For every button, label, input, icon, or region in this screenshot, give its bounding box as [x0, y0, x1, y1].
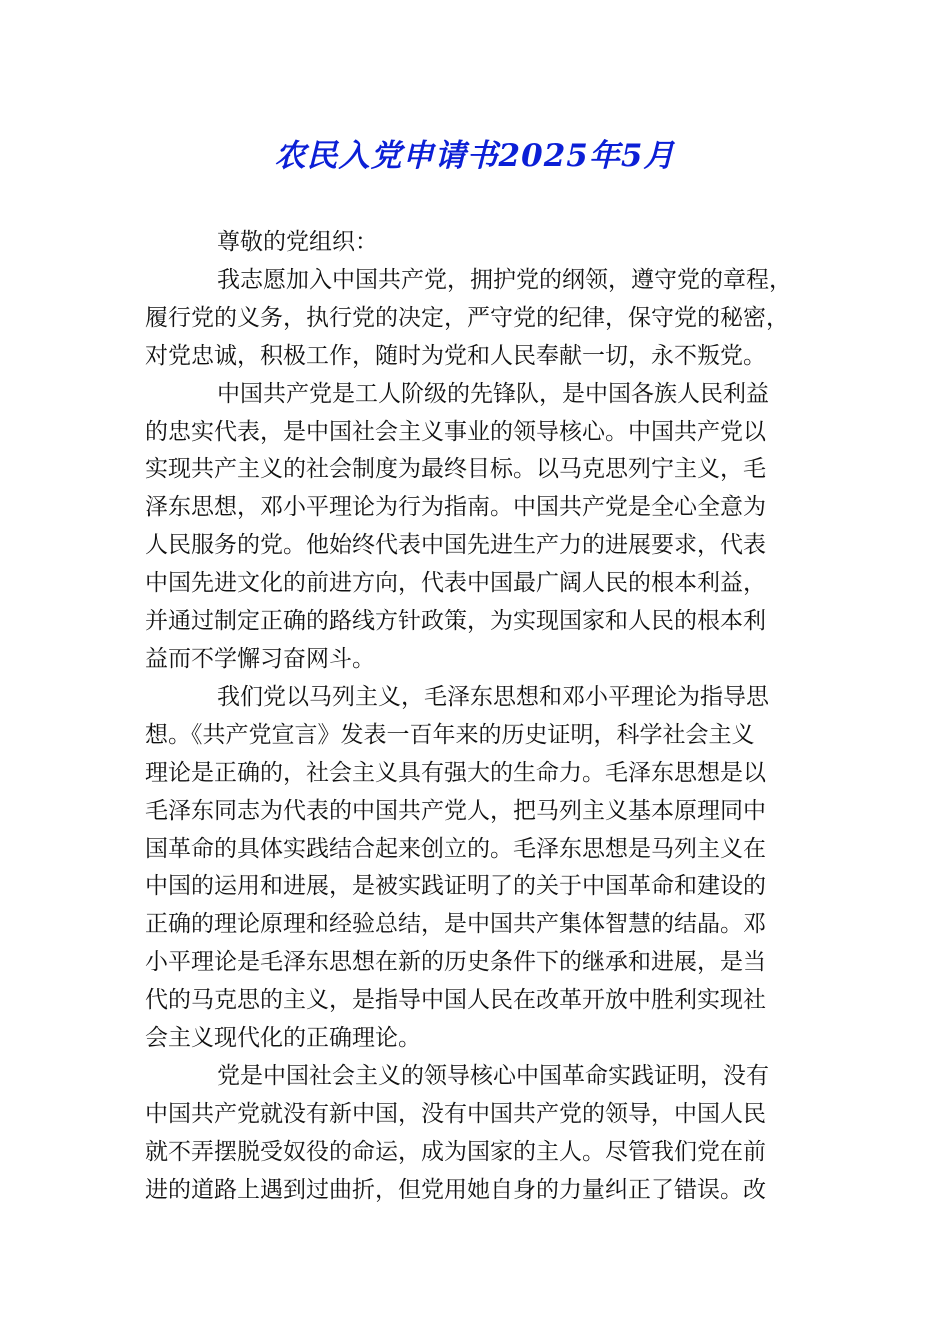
salutation: 尊敬的党组织：	[217, 229, 378, 255]
paragraph-line: 小平理论是毛泽东思想在新的历史条件下的继承和进展，是当	[145, 949, 766, 976]
paragraph-line: 中国先进文化的前进方向，代表中国最广阔人民的根本利益，	[145, 570, 766, 597]
paragraph-line: 的忠实代表，是中国社会主义事业的领导核心。中国共产党以	[145, 418, 766, 445]
paragraph-line: 我志愿加入中国共产党，拥护党的纲领，遵守党的章程，	[217, 266, 792, 293]
paragraph-line: 想。《共产党宣言》发表一百年来的历史证明，科学社会主义	[145, 721, 755, 748]
paragraph-line: 对党忠诚，积极工作，随时为党和人民奉献一切，永不叛党。	[145, 342, 766, 369]
paragraph-line: 就不弄摆脱受奴役的命运，成为国家的主人。尽管我们党在前	[145, 1138, 766, 1165]
paragraph-4	[145, 1058, 805, 1210]
paragraph-line: 理论是正确的，社会主义具有强大的生命力。毛泽东思想是以	[145, 759, 766, 786]
paragraph-line: 并通过制定正确的路线方针政策，为实现国家和人民的根本利	[145, 608, 766, 635]
paragraph-line: 进的道路上遇到过曲折，但党用她自身的力量纠正了错误。改	[145, 1176, 766, 1203]
paragraph-line: 党是中国社会主义的领导核心中国革命实践证明，没有	[217, 1062, 769, 1089]
paragraph-line: 代的马克思的主义，是指导中国人民在改革开放中胜利实现社	[145, 987, 766, 1014]
document-title: 农民入党申请书2025年5月	[274, 138, 676, 174]
paragraph-line: 正确的理论原理和经验总结，是中国共产集体智慧的结晶。邓	[145, 911, 766, 938]
paragraph-line: 中国共产党就没有新中国，没有中国共产党的领导，中国人民	[145, 1100, 766, 1127]
paragraph-line: 实现共产主义的社会制度为最终目标。以马克思列宁主义，毛	[145, 456, 766, 483]
paragraph-1	[145, 262, 805, 376]
document-body	[145, 224, 805, 1210]
paragraph-line: 国革命的具体实践结合起来创立的。毛泽东思想是马列主义在	[145, 835, 766, 862]
paragraph-line: 中国的运用和进展，是被实践证明了的关于中国革命和建设的	[145, 873, 766, 900]
paragraph-line: 益而不学懈习奋网斗。	[145, 645, 375, 672]
paragraph-line: 泽东思想，邓小平理论为行为指南。中国共产党是全心全意为	[145, 494, 766, 521]
paragraph-line: 人民服务的党。他始终代表中国先进生产力的进展要求，代表	[145, 532, 766, 559]
paragraph-line: 履行党的义务，执行党的决定，严守党的纪律，保守党的秘密，	[145, 304, 789, 331]
paragraph-line: 毛泽东同志为代表的中国共产党人，把马列主义基本原理同中	[145, 797, 766, 824]
paragraph-line: 会主义现代化的正确理论。	[145, 1025, 421, 1052]
paragraph-line: 中国共产党是工人阶级的先锋队，是中国各族人民利益	[217, 380, 769, 407]
paragraph-2	[145, 376, 805, 679]
paragraph-line: 我们党以马列主义，毛泽东思想和邓小平理论为指导思	[217, 683, 769, 710]
paragraph-3	[145, 679, 805, 1058]
